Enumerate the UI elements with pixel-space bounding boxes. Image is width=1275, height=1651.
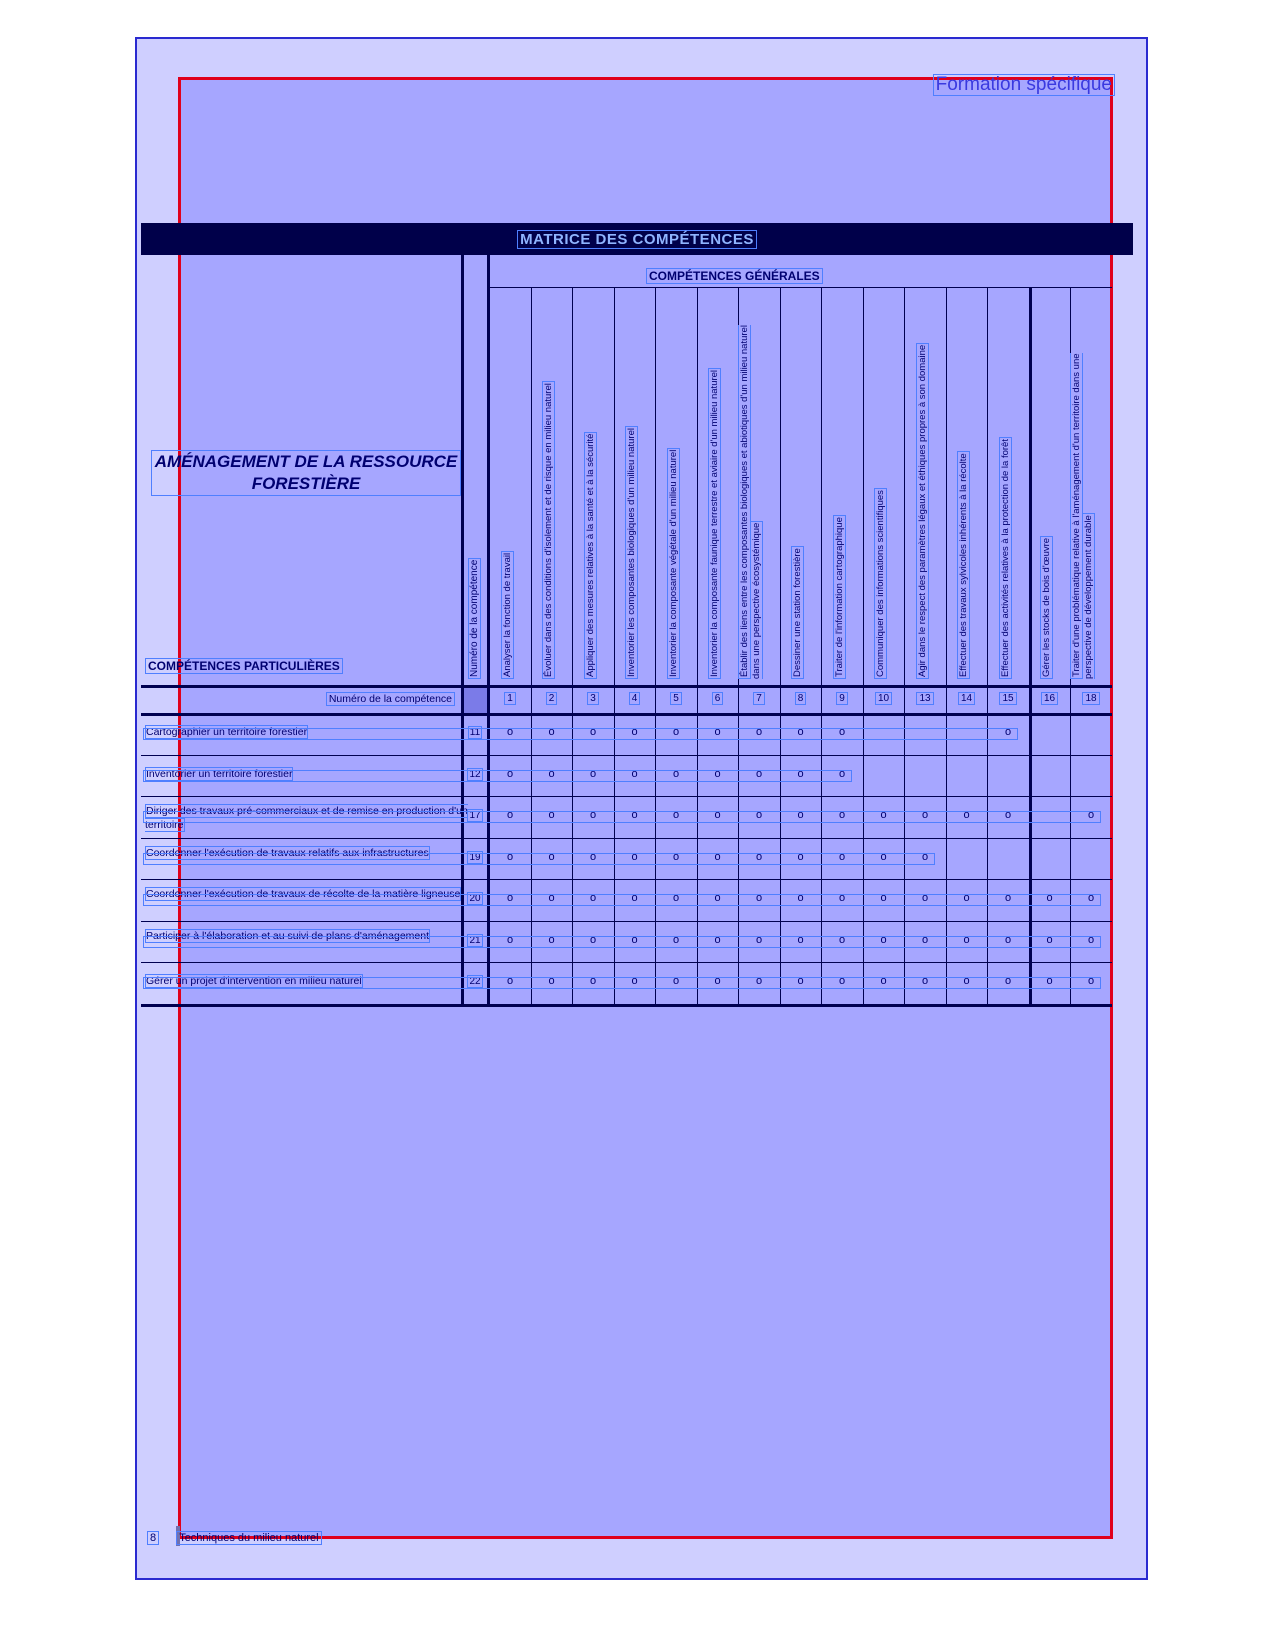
competency-mark-symbol: o xyxy=(589,975,597,987)
competency-mark xyxy=(863,851,905,863)
competency-mark xyxy=(655,768,697,780)
competency-mark xyxy=(946,975,988,987)
competency-mark xyxy=(697,726,739,738)
competency-mark xyxy=(572,975,614,987)
competency-mark-symbol: o xyxy=(921,892,929,904)
general-competency-number xyxy=(987,693,1029,704)
competency-row-label-text: Coordonner l'exécution de travaux de récolte de la matière ligneuse xyxy=(146,888,461,900)
competency-mark xyxy=(1070,809,1112,821)
competency-mark-symbol: o xyxy=(921,975,929,987)
competency-mark xyxy=(987,975,1029,987)
general-competency-number xyxy=(821,693,863,704)
competency-mark xyxy=(863,934,905,946)
formation-label: Formation spécifique xyxy=(933,74,1115,96)
competency-mark-symbol: o xyxy=(548,892,555,904)
competency-mark-symbol: o xyxy=(1004,892,1012,904)
competency-mark-symbol: o xyxy=(631,892,638,904)
competency-matrix xyxy=(141,255,1133,1020)
competency-mark xyxy=(489,851,531,863)
competency-mark-symbol: o xyxy=(1004,933,1012,946)
particular-competencies-label xyxy=(145,659,343,673)
competency-mark-symbol: o xyxy=(548,850,555,863)
competency-mark-symbol: o xyxy=(631,975,638,987)
competency-mark-symbol: o xyxy=(631,809,638,821)
general-competency-label: Gérer les stocks de bois d'œuvre xyxy=(1041,537,1053,677)
competency-mark-symbol: o xyxy=(672,850,680,863)
competency-mark-symbol: o xyxy=(963,933,970,946)
competency-mark xyxy=(821,934,863,946)
competency-row-code-text: 19 xyxy=(469,851,481,863)
general-competency-header xyxy=(739,319,763,679)
general-competency-label: Effectuer des activités relatives à la protection de la forêt xyxy=(999,439,1011,677)
competency-mark-symbol: o xyxy=(672,975,680,987)
competency-mark xyxy=(531,934,573,946)
competency-mark-symbol: o xyxy=(672,726,680,738)
footer-title: Techniques du milieu naturel xyxy=(176,1531,321,1545)
competency-mark-symbol: o xyxy=(880,809,887,821)
competency-mark xyxy=(987,934,1029,946)
competency-mark-symbol: o xyxy=(631,726,638,738)
competency-mark-symbol: o xyxy=(548,809,555,821)
competency-row-code-text: 11 xyxy=(469,727,481,738)
general-competency-header xyxy=(1000,319,1012,679)
general-competency-number xyxy=(904,693,946,704)
competency-mark-symbol: o xyxy=(714,975,721,987)
competency-mark xyxy=(697,768,739,780)
general-competency-number-text: 9 xyxy=(836,692,848,705)
competency-mark xyxy=(614,809,656,821)
number-row-bottom-line xyxy=(141,713,1112,716)
row-divider xyxy=(141,921,1112,922)
competency-mark xyxy=(614,892,656,904)
general-competency-label: Inventorier la composante faunique terrestre et aviaire d'un milieu naturel xyxy=(709,369,721,677)
competency-row-label-text: Cartographier un territoire forestier xyxy=(146,726,308,738)
general-competencies-label xyxy=(646,269,1275,283)
competency-mark-symbol: o xyxy=(963,809,970,821)
general-competency-number xyxy=(946,693,988,704)
general-competency-label: Traiter de l'information cartographique xyxy=(833,517,845,677)
matrix-title-text: MATRICE DES COMPÉTENCES xyxy=(517,230,757,249)
competency-row-label-text: Gérer un projet d'intervention en milieu naturel xyxy=(146,975,362,987)
competency-mark xyxy=(655,809,697,821)
competency-mark-symbol: o xyxy=(838,726,846,738)
row-divider xyxy=(141,962,1112,963)
general-competency-number xyxy=(489,693,531,704)
competency-mark-symbol: o xyxy=(797,767,804,780)
competency-row-label-text: Coordonner l'exécution de travaux relatifs aux infrastructures xyxy=(146,846,429,859)
competency-mark-symbol: o xyxy=(672,767,680,780)
competency-mark xyxy=(614,851,656,863)
competency-mark-symbol: o xyxy=(672,892,680,904)
general-competency-number-text: 18 xyxy=(1082,692,1099,705)
competency-mark-symbol: o xyxy=(797,726,804,738)
competency-mark xyxy=(489,768,531,780)
competency-mark xyxy=(780,809,822,821)
competency-mark-symbol: o xyxy=(963,892,970,904)
competency-mark xyxy=(780,851,822,863)
competency-mark-symbol: o xyxy=(714,726,721,738)
competency-mark-symbol: o xyxy=(880,975,887,987)
competency-mark-symbol: o xyxy=(963,975,970,987)
competency-row-code-text: 20 xyxy=(469,893,481,904)
competency-mark xyxy=(1029,975,1071,987)
competency-mark xyxy=(738,768,780,780)
general-competency-header xyxy=(792,319,804,679)
competency-mark xyxy=(572,934,614,946)
competency-mark-symbol: o xyxy=(1087,892,1095,904)
competency-mark-symbol: o xyxy=(755,809,763,821)
competency-mark-symbol: o xyxy=(714,933,721,946)
competency-mark xyxy=(738,809,780,821)
competency-mark-symbol: o xyxy=(1004,975,1012,987)
competency-mark xyxy=(531,809,573,821)
competency-mark-symbol: o xyxy=(755,975,763,987)
general-competency-number xyxy=(572,693,614,704)
general-competency-number-text: 3 xyxy=(587,692,599,705)
competency-mark xyxy=(1070,892,1112,904)
competency-mark-symbol: o xyxy=(506,892,514,904)
number-column-header-text: Numéro de la compétence xyxy=(469,559,480,677)
general-competency-number xyxy=(780,693,822,704)
general-competency-number-text: 2 xyxy=(546,692,558,705)
competency-mark-symbol: o xyxy=(506,809,514,821)
general-competency-number-text: 15 xyxy=(999,692,1016,705)
competency-mark-symbol: o xyxy=(589,767,597,780)
competency-mark-symbol: o xyxy=(838,975,846,987)
competency-mark-symbol: o xyxy=(589,892,597,904)
general-competency-header xyxy=(1041,319,1053,679)
competency-mark-symbol: o xyxy=(1087,975,1095,987)
competency-mark xyxy=(655,892,697,904)
competency-mark xyxy=(572,809,614,821)
competency-mark-symbol: o xyxy=(506,975,514,987)
competency-mark xyxy=(821,726,863,738)
general-competency-number xyxy=(531,693,573,704)
competency-mark-symbol: o xyxy=(672,933,680,946)
row-divider xyxy=(141,838,1112,839)
competency-mark-symbol: o xyxy=(589,809,597,821)
competency-mark xyxy=(780,975,822,987)
competency-mark-symbol: o xyxy=(838,892,846,904)
competency-mark-symbol: o xyxy=(548,975,555,987)
general-competency-number-text: 8 xyxy=(795,692,807,705)
competency-mark-symbol: o xyxy=(797,850,804,863)
competency-mark xyxy=(780,892,822,904)
competency-mark-symbol: o xyxy=(1087,933,1095,946)
matrix-bottom-line xyxy=(141,1004,1112,1007)
competency-mark-symbol: o xyxy=(1046,975,1053,987)
competency-mark xyxy=(946,892,988,904)
general-competency-header xyxy=(668,319,680,679)
competency-mark-symbol: o xyxy=(838,809,846,821)
footer xyxy=(147,1532,322,1544)
competency-mark-symbol: o xyxy=(755,726,763,738)
competency-mark xyxy=(821,975,863,987)
row-divider xyxy=(141,796,1112,797)
general-competencies-text: COMPÉTENCES GÉNÉRALES xyxy=(646,268,823,284)
competency-mark xyxy=(531,768,573,780)
general-competency-header xyxy=(834,319,846,679)
competency-mark-symbol: o xyxy=(921,933,929,946)
competency-mark xyxy=(655,975,697,987)
competency-mark-symbol: o xyxy=(506,850,514,863)
competency-mark xyxy=(1070,934,1112,946)
number-row-label-text: Numéro de la compétence xyxy=(326,692,455,706)
competency-mark xyxy=(780,768,822,780)
competency-mark-symbol: o xyxy=(631,767,638,780)
number-row-code-cell xyxy=(464,688,487,713)
general-competency-number xyxy=(738,693,780,704)
competency-mark-symbol: o xyxy=(714,892,721,904)
competency-mark xyxy=(904,975,946,987)
competency-mark-symbol: o xyxy=(755,892,763,904)
general-competency-number xyxy=(1070,693,1112,704)
general-competency-number-text: 6 xyxy=(712,692,724,705)
competency-mark-symbol: o xyxy=(880,892,887,904)
number-column-header xyxy=(469,558,481,679)
matrix-title xyxy=(141,223,1133,255)
general-competency-label: Agir dans le respect des paramètres légaux et éthiques propres à son domaine xyxy=(916,344,928,677)
competency-mark xyxy=(1029,934,1071,946)
competency-mark-symbol: o xyxy=(880,933,887,946)
competency-mark xyxy=(1029,892,1071,904)
competency-mark xyxy=(780,934,822,946)
competency-mark-symbol: o xyxy=(714,767,721,780)
competency-mark xyxy=(489,934,531,946)
competency-mark-symbol: o xyxy=(755,850,763,863)
general-competency-number xyxy=(614,693,656,704)
general-competency-number-text: 7 xyxy=(753,692,765,705)
competency-mark xyxy=(489,975,531,987)
general-competency-number-text: 10 xyxy=(875,692,892,705)
general-competency-number-text: 16 xyxy=(1041,692,1058,705)
competency-mark xyxy=(863,892,905,904)
general-competency-label: Traiter d'une problématique relative à l'aménagement d'un territoire dans une perspective de développement durable xyxy=(1070,353,1094,679)
general-competency-header xyxy=(543,319,555,679)
competency-mark-symbol: o xyxy=(1004,809,1012,821)
competency-mark xyxy=(987,809,1029,821)
competency-mark-symbol: o xyxy=(631,850,638,863)
competency-mark xyxy=(987,892,1029,904)
competency-mark xyxy=(697,809,739,821)
general-competency-header xyxy=(958,319,970,679)
competency-mark-symbol: o xyxy=(921,809,929,821)
general-competency-label: Communiquer des informations scientifiques xyxy=(875,490,887,677)
competency-mark xyxy=(572,892,614,904)
competency-mark xyxy=(697,892,739,904)
competency-mark-symbol: o xyxy=(672,809,680,821)
competency-mark xyxy=(697,851,739,863)
competency-mark-symbol: o xyxy=(838,767,846,780)
competency-mark xyxy=(489,809,531,821)
competency-mark xyxy=(738,934,780,946)
competency-mark-symbol: o xyxy=(506,767,514,780)
number-row-label xyxy=(326,693,455,705)
competency-mark xyxy=(738,975,780,987)
competency-mark xyxy=(738,726,780,738)
general-competency-header xyxy=(875,319,887,679)
competency-mark-symbol: o xyxy=(797,933,804,946)
competency-mark xyxy=(1070,975,1112,987)
competency-mark xyxy=(863,809,905,821)
competency-mark-symbol: o xyxy=(506,726,514,738)
competency-mark-symbol: o xyxy=(714,850,721,863)
general-competency-header xyxy=(709,319,721,679)
competency-mark xyxy=(614,975,656,987)
competency-mark xyxy=(655,934,697,946)
footer-page-number: 8 xyxy=(147,1531,159,1545)
general-competency-header xyxy=(585,319,597,679)
competency-mark xyxy=(614,934,656,946)
competency-mark xyxy=(531,975,573,987)
general-competency-label: Appliquer des mesures relatives à la santé et à la sécurité xyxy=(584,433,596,677)
row-divider xyxy=(141,755,1112,756)
competency-mark xyxy=(946,809,988,821)
competency-mark-symbol: o xyxy=(714,809,721,821)
competency-mark xyxy=(821,809,863,821)
competency-mark xyxy=(821,851,863,863)
general-competency-label: Évoluer dans des conditions d'isolement et de risque en milieu naturel xyxy=(543,383,555,677)
competency-mark xyxy=(572,851,614,863)
general-competency-number xyxy=(655,693,697,704)
competency-mark-symbol: o xyxy=(797,892,804,904)
competency-row-code-text: 12 xyxy=(469,768,481,780)
competency-mark xyxy=(614,768,656,780)
competency-mark xyxy=(572,768,614,780)
competency-mark xyxy=(489,892,531,904)
competency-mark xyxy=(738,892,780,904)
competency-mark-symbol: o xyxy=(921,850,929,863)
section-heading-text: AMÉNAGEMENT DE LA RESSOURCE FORESTIÈRE xyxy=(151,450,461,496)
header-bottom-line xyxy=(141,685,1112,688)
competency-mark-symbol: o xyxy=(755,767,763,780)
competency-row-label-text: Participer à l'élaboration et au suivi de plans d'aménagement xyxy=(146,929,430,942)
competency-mark xyxy=(987,726,1029,738)
competency-mark xyxy=(904,851,946,863)
competency-mark xyxy=(904,809,946,821)
competency-mark xyxy=(697,934,739,946)
competency-mark xyxy=(572,726,614,738)
competency-mark-symbol: o xyxy=(838,850,846,863)
general-competency-label: Dessiner une station forestière xyxy=(792,548,804,677)
competency-row-label-text: Diriger des travaux pré-commerciaux et de remise en production d'un territoire xyxy=(145,805,468,831)
general-competency-number xyxy=(697,693,739,704)
particular-competencies-text: COMPÉTENCES PARTICULIÈRES xyxy=(145,658,343,674)
competency-mark xyxy=(697,975,739,987)
general-competency-header xyxy=(917,319,929,679)
general-competency-header xyxy=(626,319,638,679)
row-divider xyxy=(141,879,1112,880)
competency-mark-symbol: o xyxy=(631,933,638,946)
competency-mark xyxy=(904,892,946,904)
competency-mark xyxy=(531,892,573,904)
competency-mark xyxy=(614,726,656,738)
general-competency-header xyxy=(1071,319,1095,679)
general-competency-number-text: 14 xyxy=(958,692,975,705)
competency-mark xyxy=(780,726,822,738)
competency-mark-symbol: o xyxy=(797,975,804,987)
general-competency-number-text: 13 xyxy=(916,692,933,705)
competency-mark-symbol: o xyxy=(589,850,597,863)
competency-row-code-text: 17 xyxy=(469,810,481,821)
general-competency-number-text: 1 xyxy=(504,692,516,705)
competency-mark-symbol: o xyxy=(548,726,555,738)
general-competency-number-text: 5 xyxy=(670,692,682,705)
general-competency-number xyxy=(863,693,905,704)
general-competency-label: Effectuer des travaux sylvicoles inhérents à la récolte xyxy=(958,453,970,677)
competency-mark xyxy=(821,892,863,904)
competency-mark-symbol: o xyxy=(548,933,555,946)
competency-mark-symbol: o xyxy=(506,933,514,946)
general-competency-header xyxy=(502,319,514,679)
competency-mark-symbol: o xyxy=(797,809,804,821)
competency-row-label-text: Inventorier un territoire forestier xyxy=(146,767,293,780)
competency-mark-symbol: o xyxy=(1087,809,1095,821)
general-competency-label: Établir des liens entre les composantes biologiques et abiotiques d'un milieu naturel dans une perspective écosystémique xyxy=(738,325,762,679)
general-header-line xyxy=(489,287,1112,288)
competency-mark-symbol: o xyxy=(1046,892,1053,904)
competency-mark xyxy=(904,934,946,946)
competency-mark-symbol: o xyxy=(1004,726,1012,738)
competency-mark xyxy=(863,975,905,987)
competency-mark-symbol: o xyxy=(838,933,846,946)
competency-mark xyxy=(531,851,573,863)
general-competency-number-text: 4 xyxy=(629,692,641,705)
competency-mark xyxy=(821,768,863,780)
competency-mark-symbol: o xyxy=(548,767,555,780)
competency-mark-symbol: o xyxy=(755,933,763,946)
general-competency-label: Inventorier les composantes biologiques d'un milieu naturel xyxy=(626,428,638,677)
general-competency-number xyxy=(1029,693,1071,704)
competency-mark xyxy=(489,726,531,738)
competency-mark-symbol: o xyxy=(1046,933,1053,946)
competency-mark xyxy=(531,726,573,738)
competency-mark-symbol: o xyxy=(880,850,887,863)
competency-row-code-text: 22 xyxy=(469,976,481,987)
competency-mark xyxy=(655,851,697,863)
competency-mark xyxy=(738,851,780,863)
competency-row-code-text: 21 xyxy=(469,934,481,946)
competency-mark xyxy=(655,726,697,738)
competency-mark-symbol: o xyxy=(589,726,597,738)
competency-mark-symbol: o xyxy=(589,933,597,946)
competency-mark xyxy=(946,934,988,946)
general-competency-label: Inventorier la composante végétale d'un milieu naturel xyxy=(667,449,679,677)
section-heading xyxy=(151,450,461,496)
general-competency-label: Analyser la fonction de travail xyxy=(501,552,513,677)
